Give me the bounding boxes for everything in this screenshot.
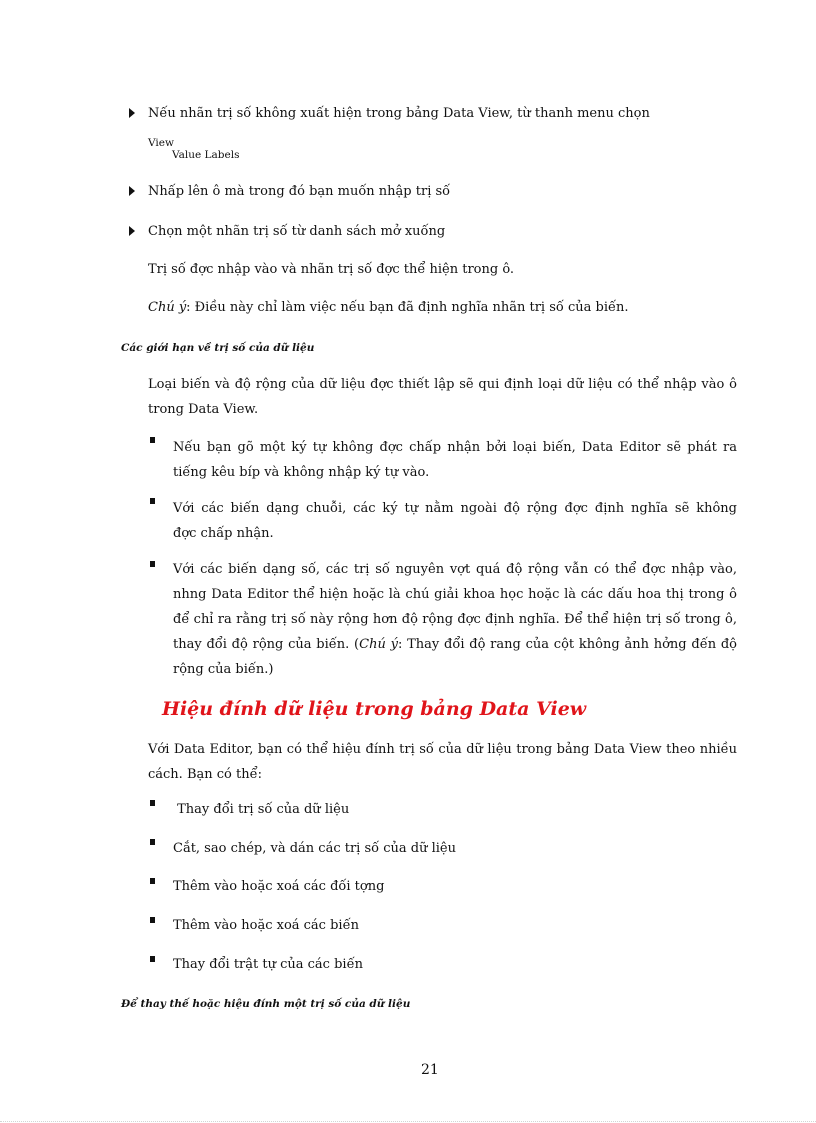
note-label: Chú ý: [359, 637, 398, 652]
limits-item: [173, 435, 737, 485]
item-line: rộng của biến.): [173, 662, 274, 677]
item-line: đợc chấp nhận.: [173, 526, 274, 541]
square-bullet-icon: [150, 839, 155, 845]
subheading-replace-value: Để thay thế hoặc hiệu đính một trị số của dữ liệu: [121, 998, 411, 1010]
triangle-bullet-icon: [129, 226, 135, 236]
limits-paragraph: [148, 372, 737, 422]
item-line: để chỉ ra rằng trị số này rộng hơn độ rộng đợc định nghĩa. Để thể hiện trị số trong ô,: [173, 612, 737, 627]
square-bullet-icon: [150, 498, 155, 504]
item-line: Với các biến dạng số, các trị số nguyên vợt quá độ rộng vẫn có thể đợc nhập vào,: [173, 562, 737, 577]
note-line: [148, 295, 628, 320]
limits-item: [173, 557, 737, 682]
menu-item-value-labels: Value Labels: [172, 149, 240, 161]
item-line: Với các biến dạng chuỗi, các ký tự nằm ngoài độ rộng đợc định nghĩa sẽ không: [173, 501, 737, 516]
result-line: Trị số đợc nhập vào và nhãn trị số đợc thể hiện trong ô.: [148, 262, 515, 277]
item-line: thay đổi độ rộng của biến. (Chú ý: Thay đổi độ rang của cột không ảnh hởng đến độ: [173, 637, 738, 652]
paragraph-line: cách. Bạn có thể:: [148, 767, 262, 782]
edit-item: Thay đổi trị số của dữ liệu: [173, 802, 350, 817]
square-bullet-icon: [150, 561, 155, 567]
section-heading-edit: Hiệu đính dữ liệu trong bảng Data View: [162, 698, 587, 720]
paragraph-line: trong Data View.: [148, 402, 259, 417]
edit-item: Thêm vào hoặc xoá các đối tợng: [173, 879, 385, 894]
section-heading-limits: Các giới hạn về trị số của dữ liệu: [121, 342, 315, 354]
square-bullet-icon: [150, 917, 155, 923]
triangle-bullet-icon: [129, 108, 135, 118]
page-divider: [0, 1121, 816, 1122]
bullet-text: Nếu nhãn trị số không xuất hiện trong bảng Data View, từ thanh menu chọn: [148, 106, 650, 121]
square-bullet-icon: [150, 437, 155, 443]
note-text: : Điều này chỉ làm việc nếu bạn đã định nghĩa nhãn trị số của biến.: [186, 300, 629, 315]
edit-item: Thay đổi trật tự của các biến: [173, 957, 363, 972]
bullet-text: Nhấp lên ô mà trong đó bạn muốn nhập trị số: [148, 184, 451, 199]
bullet-text: Chọn một nhãn trị số từ danh sách mở xuống: [148, 224, 446, 239]
limits-item: [173, 496, 737, 546]
edit-item: Thêm vào hoặc xoá các biến: [173, 918, 359, 933]
page-number: 21: [421, 1062, 439, 1078]
edit-item: Cắt, sao chép, và dán các trị số của dữ liệu: [173, 841, 456, 856]
note-label: Chú ý: [148, 300, 187, 315]
item-line: nhng Data Editor thể hiện hoặc là chú giải khoa học hoặc là các dấu hoa thị trong ô: [173, 587, 737, 602]
square-bullet-icon: [150, 956, 155, 962]
edit-paragraph: [148, 737, 737, 787]
square-bullet-icon: [150, 800, 155, 806]
triangle-bullet-icon: [129, 186, 135, 196]
paragraph-line: Loại biến và độ rộng của dữ liệu đợc thiết lập sẽ qui định loại dữ liệu có thể nhập vào ô: [148, 377, 737, 392]
menu-item-view: View: [148, 137, 174, 149]
item-line: Nếu bạn gõ một ký tự không đợc chấp nhận bởi loại biến, Data Editor sẽ phát ra: [173, 440, 737, 455]
square-bullet-icon: [150, 878, 155, 884]
item-line: tiếng kêu bíp và không nhập ký tự vào.: [173, 465, 430, 480]
paragraph-line: Với Data Editor, bạn có thể hiệu đính trị số của dữ liệu trong bảng Data View theo nhiều: [148, 742, 737, 757]
